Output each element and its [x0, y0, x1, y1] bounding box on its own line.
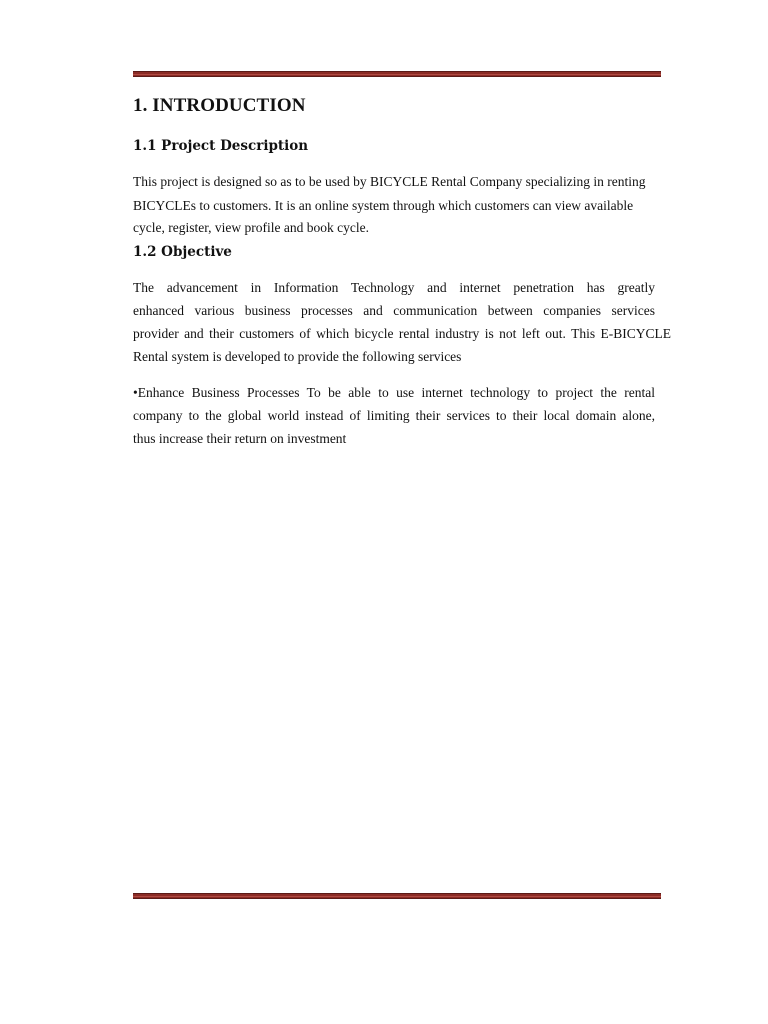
- bottom-decorative-rule: [133, 893, 661, 899]
- paragraph-line: enhanced various business processes and communication between companies services: [133, 303, 655, 318]
- paragraph-line: cycle, register, view profile and book cycle.: [133, 220, 369, 235]
- chapter-heading: 1. INTRODUCTION: [133, 95, 306, 116]
- section-title-project-description: 1.1 Project Description: [133, 138, 309, 154]
- paragraph-line: thus increase their return on investment: [133, 431, 347, 446]
- section-title-objective: 1.2 Objective: [133, 244, 232, 260]
- paragraph-line: provider and their customers of which bicycle rental industry is not left out. This E-BICYCLE: [133, 326, 671, 341]
- paragraph-line: The advancement in Information Technology and internet penetration has greatly: [133, 280, 655, 295]
- paragraph-line: This project is designed so as to be used by BICYCLE Rental Company specializing in renting: [133, 174, 646, 189]
- paragraph-line: Rental system is developed to provide the following services: [133, 349, 462, 364]
- paragraph-line: BICYCLEs to customers. It is an online system through which customers can view available: [133, 198, 634, 213]
- paragraph-line: company to the global world instead of limiting their services to their local domain alone,: [133, 408, 655, 423]
- document-body: [133, 92, 673, 450]
- paragraph-line: •Enhance Business Processes To be able to use internet technology to project the rental: [133, 385, 655, 400]
- objective-paragraph: [133, 276, 671, 368]
- bullet-paragraph-enhance-business: [133, 381, 655, 450]
- top-decorative-rule: [133, 71, 661, 77]
- project-description-paragraph: [133, 169, 673, 239]
